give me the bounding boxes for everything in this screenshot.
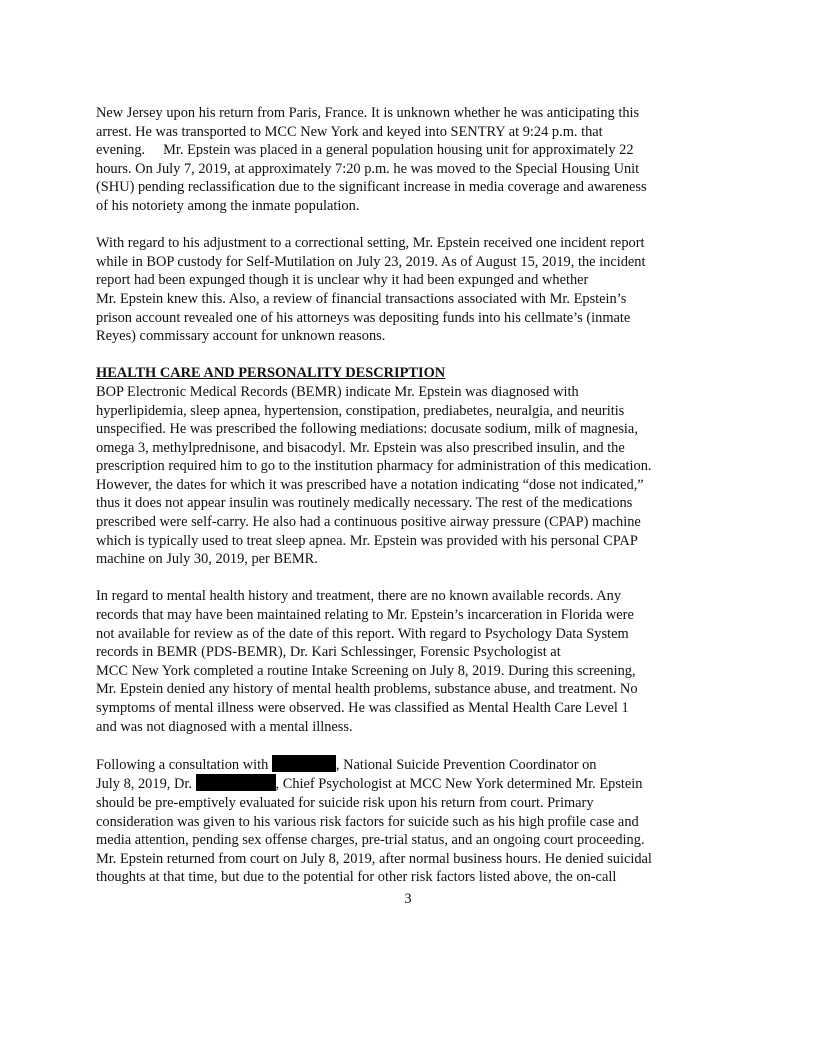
text-line: With regard to his adjustment to a correctional setting, Mr. Epstein received one incident report bbox=[96, 235, 645, 252]
text-line: symptoms of mental illness were observed. He was classified as Mental Health Care Level 1 bbox=[96, 700, 629, 716]
text-line: omega 3, methylprednisone, and bisacodyl. Mr. Epstein was also prescribed insulin, and the bbox=[96, 439, 625, 456]
text-line: machine on July 30, 2019, per BEMR. bbox=[96, 551, 318, 568]
text-line: should be pre-emptively evaluated for suicide risk upon his return from court. Primary bbox=[96, 794, 594, 811]
text-fragment: Following a consultation with bbox=[96, 756, 272, 773]
text-line: thoughts at that time, but due to the potential for other risk factors listed above, the on-call bbox=[96, 869, 617, 886]
text-line: (SHU) pending reclassification due to the significant increase in media coverage and awareness bbox=[96, 179, 647, 196]
text-line: evening. Mr. Epstein was placed in a general population housing unit for approximately 22 bbox=[96, 142, 634, 159]
text-line: arrest. He was transported to MCC New York and keyed into SENTRY at 9:24 p.m. that bbox=[96, 123, 603, 140]
text-line bbox=[96, 755, 726, 775]
text-fragment: , National Suicide Prevention Coordinator on bbox=[335, 756, 597, 773]
text-line: prison account revealed one of his attorneys was depositing funds into his cellmate’s (inmate bbox=[96, 309, 631, 326]
text-line: Reyes) commissary account for unknown reasons. bbox=[96, 328, 386, 345]
text-line: hours. On July 7, 2019, at approximately 7:20 p.m. he was moved to the Special Housing Unit bbox=[96, 160, 640, 177]
paragraph-mental-health bbox=[96, 587, 726, 736]
text-line: records that may have been maintained relating to Mr. Epstein’s incarceration in Florida were bbox=[96, 607, 634, 624]
text-fragment: , Chief Psychologist at MCC New York determined Mr. Epstein bbox=[275, 776, 643, 793]
text-line: not available for review as of the date of this report. With regard to Psychology Data System bbox=[96, 625, 629, 642]
text-line: hyperlipidemia, sleep apnea, hypertension, constipation, prediabetes, neuralgia, and neuritis bbox=[96, 402, 625, 419]
text-line: and was not diagnosed with a mental illness. bbox=[96, 718, 353, 735]
text-line: records in BEMR (PDS-BEMR), Dr. Kari Schlessinger, Forensic Psychologist at bbox=[96, 644, 561, 661]
paragraph-suicide-evaluation bbox=[96, 755, 726, 887]
text-line: report had been expunged though it is unclear why it had been expunged and whether bbox=[96, 272, 589, 289]
redaction-block bbox=[272, 755, 336, 772]
text-line: Mr. Epstein denied any history of mental health problems, substance abuse, and treatment. No bbox=[96, 681, 638, 698]
paragraph-arrest-transport bbox=[96, 104, 726, 216]
text-line: which is typically used to treat sleep apnea. Mr. Epstein was provided with his personal CPAP bbox=[96, 532, 638, 549]
text-line: BOP Electronic Medical Records (BEMR) indicate Mr. Epstein was diagnosed with bbox=[96, 383, 579, 400]
text-line: while in BOP custody for Self-Mutilation on July 23, 2019. As of August 15, 2019, the incident bbox=[96, 253, 646, 270]
text-line: Mr. Epstein returned from court on July 8, 2019, after normal business hours. He denied suicidal bbox=[96, 850, 652, 867]
text-line: thus it does not appear insulin was routinely medically necessary. The rest of the medications bbox=[96, 495, 633, 512]
redaction-block bbox=[196, 774, 276, 791]
text-line: MCC New York completed a routine Intake Screening on July 8, 2019. During this screening, bbox=[96, 662, 636, 679]
text-line: However, the dates for which it was prescribed have a notation indicating “dose not indicated,” bbox=[96, 476, 644, 493]
paragraph-health-care bbox=[96, 383, 726, 569]
text-line: media attention, pending sex offense charges, pre-trial status, and an ongoing court proceeding. bbox=[96, 832, 645, 849]
section-heading: HEALTH CARE AND PERSONALITY DESCRIPTION bbox=[96, 365, 446, 382]
paragraph-adjustment bbox=[96, 234, 726, 346]
text-line: consideration was given to his various risk factors for suicide such as his high profile case and bbox=[96, 813, 639, 830]
page-number: 3 bbox=[404, 891, 412, 907]
text-line: prescribed were self-carry. He also had a continuous positive airway pressure (CPAP) machine bbox=[96, 514, 641, 531]
text-line: Mr. Epstein knew this. Also, a review of financial transactions associated with Mr. Epstein’s bbox=[96, 290, 627, 307]
text-fragment: July 8, 2019, Dr. bbox=[96, 776, 196, 793]
text-line: In regard to mental health history and treatment, there are no known available records. Any bbox=[96, 588, 622, 605]
text-line: unspecified. He was prescribed the following mediations: docusate sodium, milk of magnesia, bbox=[96, 421, 638, 438]
text-line: New Jersey upon his return from Paris, France. It is unknown whether he was anticipating this bbox=[96, 105, 640, 121]
text-line: prescription required him to go to the institution pharmacy for administration of this medication. bbox=[96, 458, 652, 475]
text-line: of his notoriety among the inmate population. bbox=[96, 197, 360, 214]
document-body bbox=[96, 104, 726, 887]
text-line bbox=[96, 774, 726, 794]
